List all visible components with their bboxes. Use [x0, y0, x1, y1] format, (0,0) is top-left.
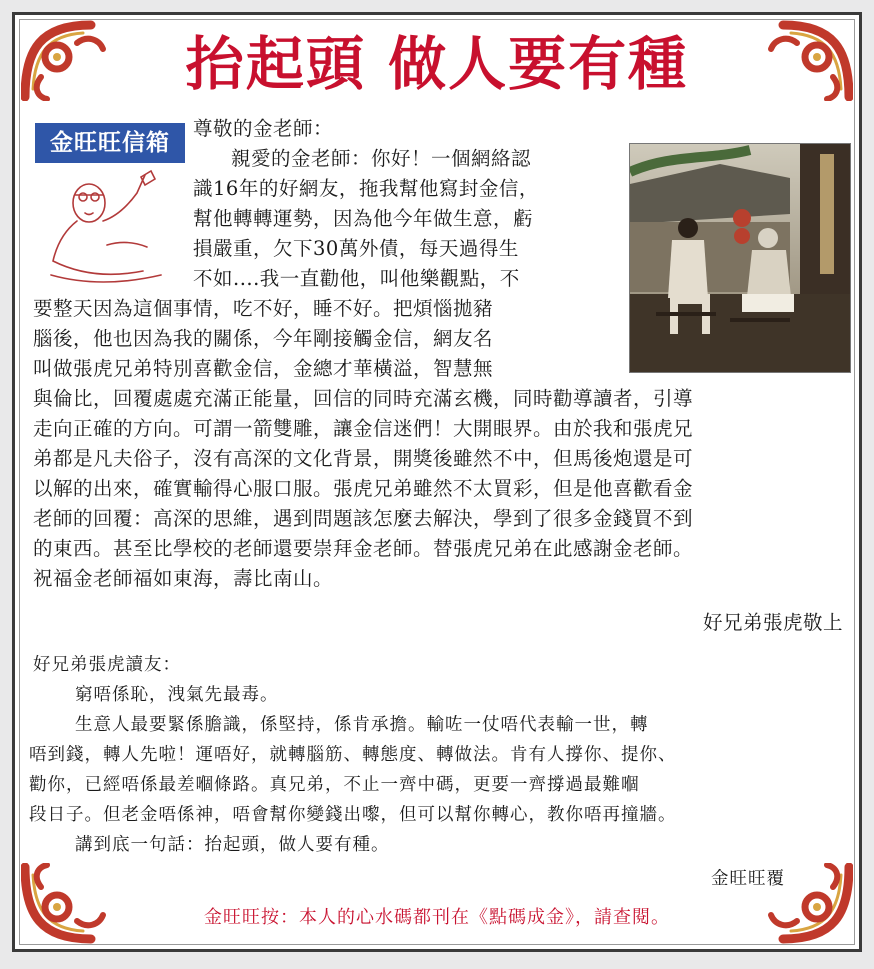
reply-line: 唔到錢，轉人先啦！運唔好，就轉腦筋、轉態度、轉做法。肯有人撐你、提你、	[29, 745, 677, 765]
letter-line: 與倫比，回覆處處充滿正能量，回信的同時充滿玄機，同時勸導讀者，引導	[33, 387, 694, 410]
letter-line: 要整天因為這個事情，吃不好，睡不好。把煩惱拋豬	[33, 297, 494, 320]
columnist-sketch-illustration	[37, 165, 187, 295]
letter-line: 弟都是凡夫俗子，沒有高深的文化背景，開獎後雖然不中，但馬後炮還是可	[33, 447, 694, 470]
page-title: 抬起頭 做人要有種	[185, 30, 689, 98]
letter-line: 親愛的金老師：你好！一個網絡認	[231, 147, 532, 170]
reply-line: 段日子。但老金唔係神，唔會幫你變錢出嚟，但可以幫你轉心，教你唔再撞牆。	[29, 805, 677, 825]
letter-salutation: 尊敬的金老師：	[193, 117, 334, 140]
reply-line: 講到底一句話：抬起頭，做人要有種。	[75, 835, 390, 855]
letter-line: 以解的出來，確實輸得心服口服。張虎兄弟雖然不太買彩，但是他喜歡看金	[33, 477, 694, 500]
reply-line: 勸你，已經唔係最差嗰條路。真兄弟，不止一齊中碼，更要一齊撐過最難嗰	[29, 775, 640, 795]
letter-line: 老師的回覆：高深的思維，遇到問題該怎麼去解決，學到了很多金錢買不到	[33, 507, 694, 530]
letter-line: 的東西。甚至比學校的老師還要崇拜金老師。替張虎兄弟在此感謝金老師。	[33, 537, 694, 560]
letter-line: 走向正確的方向。可謂一箭雙雕，讓金信迷們！大開眼界。由於我和張虎兄	[33, 417, 694, 440]
letter-line: 幫他轉轉運勢，因為他今年做生意，虧	[193, 207, 534, 230]
reply-line: 窮唔係恥，洩氣先最毒。	[75, 685, 279, 705]
footer-note: 金旺旺按：本人的心水碼都刊在《點碼成金》，請查閱。	[204, 907, 670, 928]
letter-line: 識16年的好網友，拖我幫他寫封金信，	[193, 177, 539, 200]
letter-page	[12, 12, 862, 952]
column-badge: 金旺旺信箱	[35, 123, 185, 163]
letter-signature: 好兄弟張虎敬上	[702, 611, 843, 634]
letter-line: 祝福金老師福如東海，壽比南山。	[33, 567, 334, 590]
letter-line: 叫做張虎兄弟特別喜歡金信，金總才華橫溢，智慧無	[33, 357, 494, 380]
illustration-photo-two-men	[629, 143, 851, 373]
reply-signature: 金旺旺覆	[711, 869, 785, 889]
letter-line: 不如....我一直勸他，叫他樂觀點，不	[193, 267, 520, 290]
letter-line: 損嚴重，欠下30萬外債，每天過得生	[193, 237, 519, 260]
reply-salutation: 好兄弟張虎讀友：	[33, 655, 181, 675]
letter-line: 腦後，他也因為我的關係，今年剛接觸金信，網友名	[33, 327, 494, 350]
reply-line: 生意人最要緊係膽識，係堅持，係肯承擔。輸咗一仗唔代表輸一世，轉	[75, 715, 649, 735]
